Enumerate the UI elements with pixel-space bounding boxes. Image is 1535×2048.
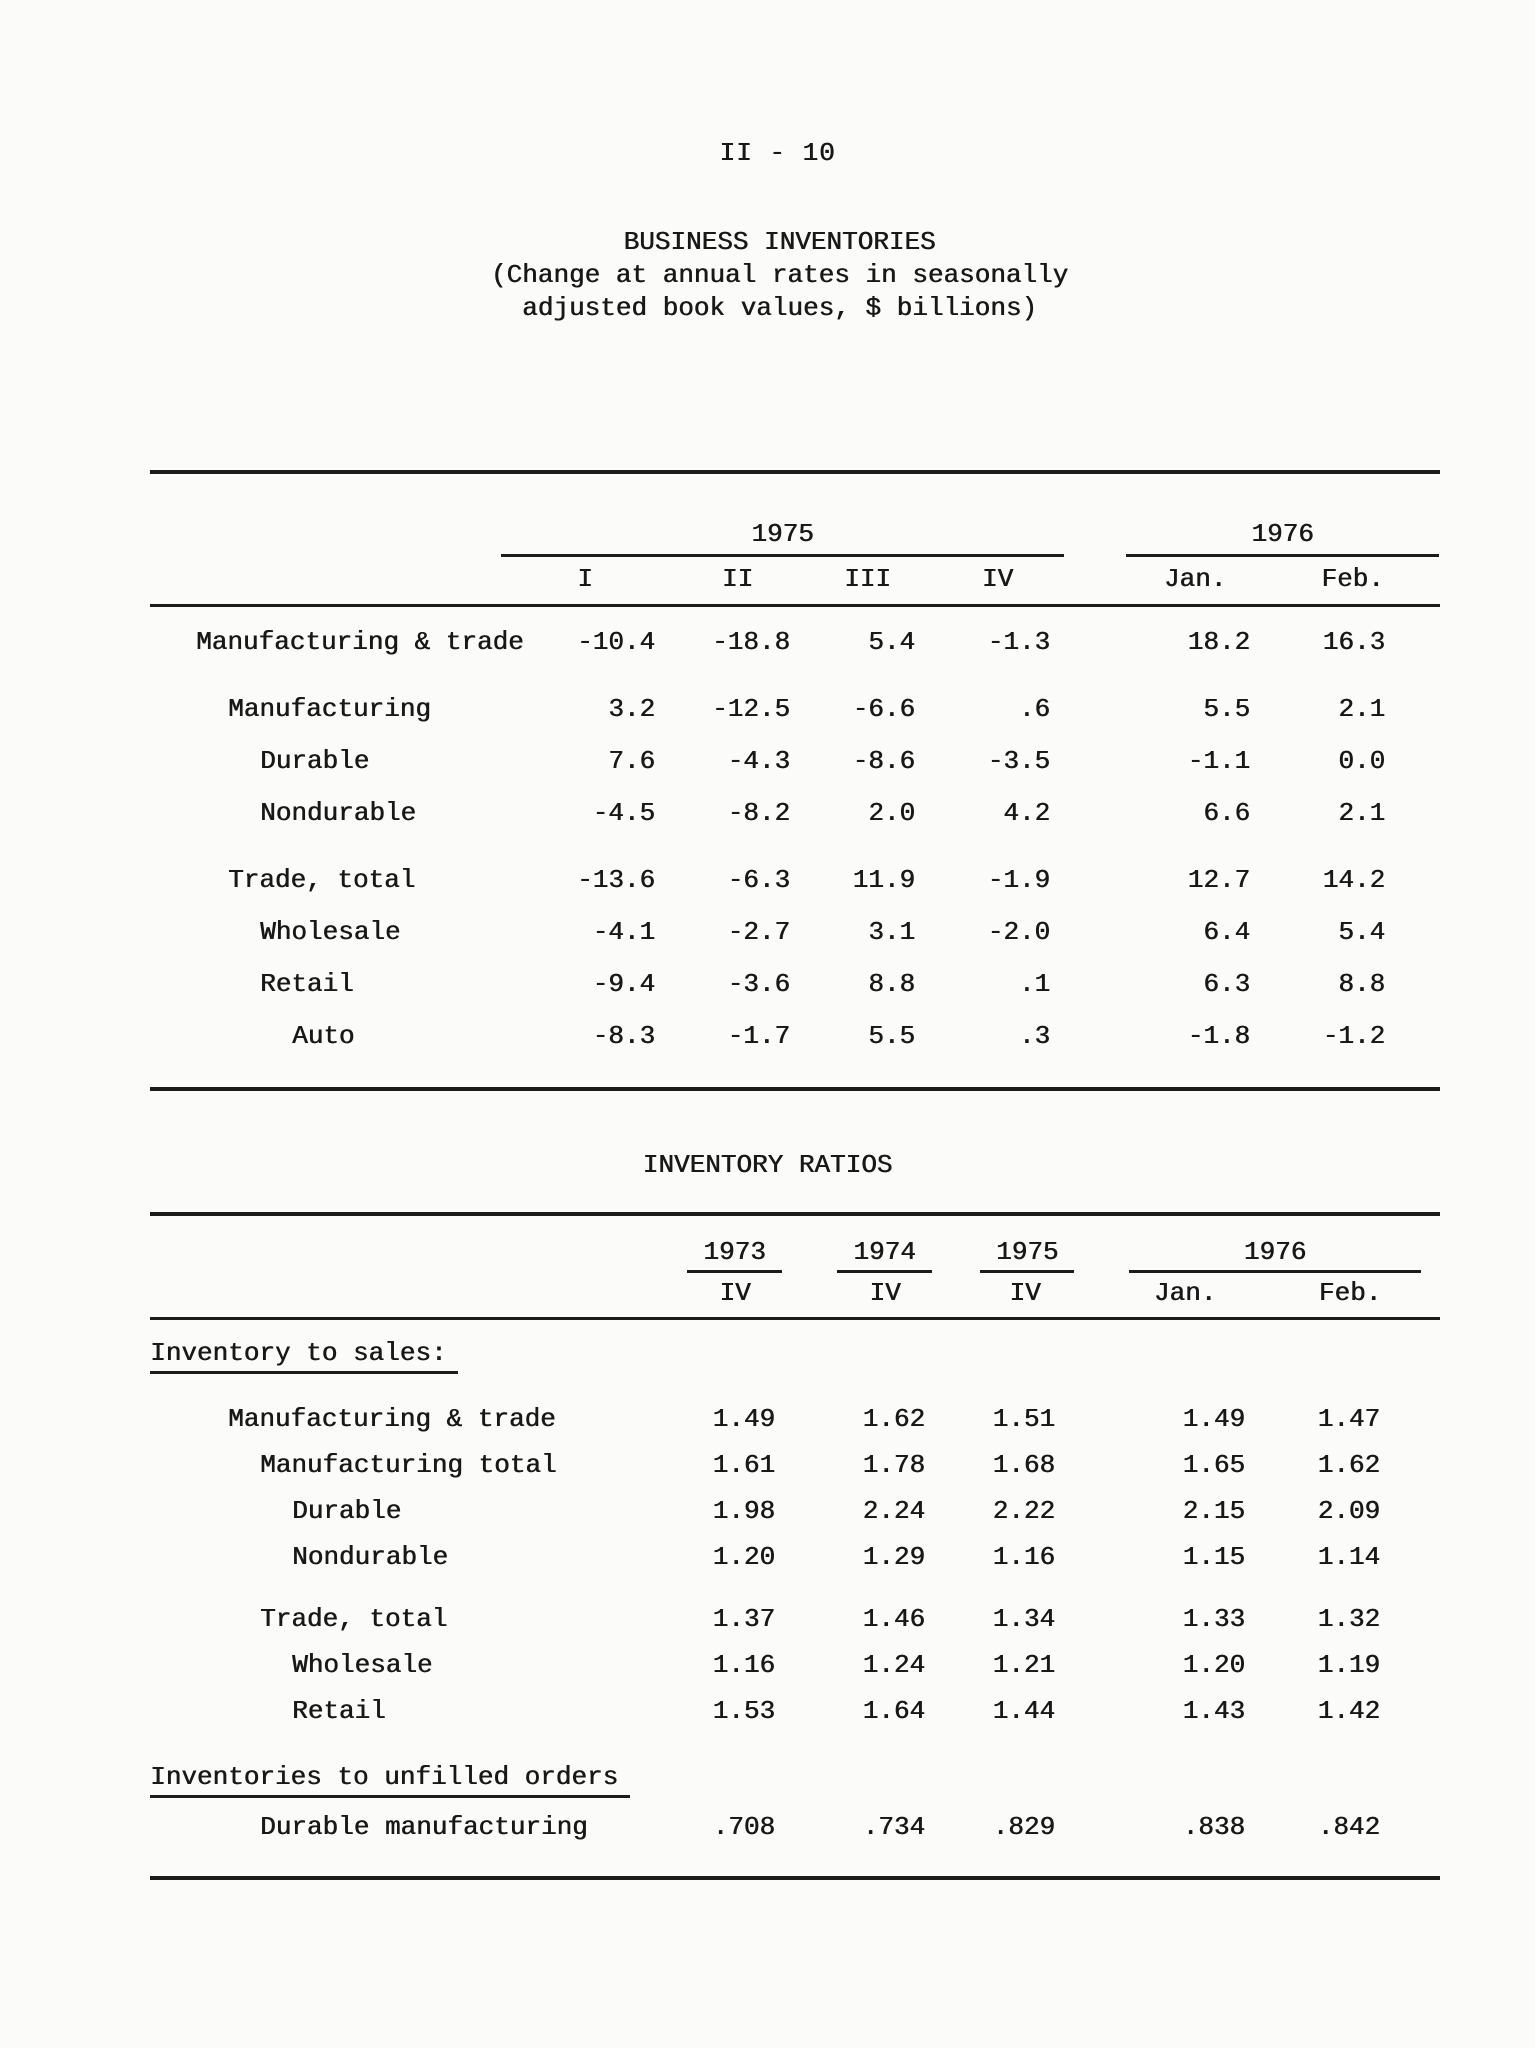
section-heading-inventory-to-sales (150, 1319, 1440, 1381)
row-retail (150, 958, 1440, 1010)
blank-cell (1070, 1642, 1110, 1688)
value-cell: 6.4 (1203, 917, 1251, 947)
value-cell: .829 (992, 1812, 1055, 1842)
row-wholesale-ratio (150, 1642, 1440, 1688)
value-cell: 1.62 (1317, 1450, 1381, 1480)
value-cell: 2.1 (1338, 694, 1386, 724)
col-header-feb: Feb. (1260, 1274, 1440, 1319)
year-1973-label: 1973 (687, 1237, 781, 1273)
blank-cell (1065, 906, 1125, 958)
value-cell: 2.0 (868, 798, 915, 828)
row-retail-ratio (150, 1688, 1440, 1734)
table2-year-row (150, 1214, 1440, 1274)
blank-cell (1065, 839, 1125, 906)
col-header-q1: I (500, 558, 670, 606)
value-cell: 8.8 (1338, 969, 1386, 999)
value-cell: 1.42 (1317, 1696, 1381, 1726)
value-cell: 2.09 (1317, 1496, 1381, 1526)
year-1976-label: 1976 (1129, 1237, 1421, 1273)
value-cell: 1.34 (992, 1604, 1055, 1634)
row-label: Wholesale (292, 1650, 433, 1680)
value-cell: -2.0 (987, 917, 1051, 947)
value-cell: 1.20 (1182, 1650, 1245, 1680)
row-label: Auto (292, 1021, 355, 1051)
row-auto (150, 1010, 1440, 1089)
row-nondurable (150, 787, 1440, 839)
value-cell: -1.2 (1322, 1021, 1386, 1051)
value-cell: 1.49 (1182, 1404, 1245, 1434)
value-cell: 1.21 (992, 1650, 1055, 1680)
row-label: Retail (260, 969, 354, 999)
value-cell: .734 (862, 1812, 925, 1842)
value-cell: 1.20 (712, 1542, 775, 1572)
blank-cell (1065, 735, 1125, 787)
table1-subtitle-line2: adjusted book values, $ billions) (522, 293, 1037, 323)
blank-cell (1070, 1442, 1110, 1488)
value-cell: .708 (712, 1812, 775, 1842)
value-cell: 7.6 (608, 746, 655, 776)
year-1975 (940, 1214, 1070, 1274)
row-label: Manufacturing total (260, 1450, 557, 1480)
value-cell: .3 (1018, 1021, 1051, 1051)
row-durable (150, 735, 1440, 787)
value-cell: -1.9 (987, 865, 1051, 895)
table1-subtitle-line1: (Change at annual rates in seasonally (490, 260, 1069, 290)
year-group-1976 (1125, 472, 1440, 558)
value-cell: -1.1 (1187, 746, 1251, 776)
col-header-jan: Jan. (1110, 1274, 1260, 1319)
value-cell: -1.7 (727, 1021, 790, 1051)
value-cell: -1.8 (1187, 1021, 1251, 1051)
row-label: Trade, total (260, 1604, 448, 1634)
blank-cell (150, 472, 500, 558)
value-cell: 1.44 (992, 1696, 1055, 1726)
value-cell: 1.49 (712, 1404, 775, 1434)
col-header-jan: Jan. (1125, 558, 1265, 606)
value-cell: 8.8 (868, 969, 915, 999)
value-cell: -1.3 (987, 627, 1051, 657)
value-cell: 2.24 (862, 1496, 925, 1526)
row-label: Durable (292, 1496, 402, 1526)
row-label: Manufacturing & trade (196, 627, 524, 657)
value-cell: 1.29 (862, 1542, 925, 1572)
value-cell: 6.3 (1203, 969, 1251, 999)
value-cell: .6 (1018, 694, 1051, 724)
blank-cell (1070, 1580, 1110, 1642)
value-cell: 1.47 (1317, 1404, 1381, 1434)
value-cell: 12.7 (1187, 865, 1251, 895)
value-cell: 5.5 (1203, 694, 1251, 724)
year-group-1975 (500, 472, 1065, 558)
blank-cell (150, 1214, 640, 1274)
table1-title: BUSINESS INVENTORIES (623, 227, 936, 257)
value-cell: -6.3 (727, 865, 790, 895)
col-header-q3: III (805, 558, 930, 606)
value-cell: -8.2 (727, 798, 790, 828)
value-cell: -3.5 (987, 746, 1051, 776)
value-cell: 4.2 (1003, 798, 1051, 828)
row-manufacturing-and-trade (150, 606, 1440, 669)
value-cell: 5.4 (1338, 917, 1386, 947)
blank-cell (1070, 1274, 1110, 1319)
row-label: Nondurable (292, 1542, 449, 1572)
blank-cell (150, 1274, 640, 1319)
section1-heading: Inventory to sales: (150, 1338, 458, 1374)
value-cell: 2.15 (1182, 1496, 1245, 1526)
section2-heading: Inventories to unfilled orders (150, 1762, 630, 1798)
value-cell: 1.78 (862, 1450, 925, 1480)
blank-cell (1070, 1214, 1110, 1274)
value-cell: 5.5 (868, 1021, 915, 1051)
value-cell: 1.14 (1317, 1542, 1381, 1572)
value-cell: 3.1 (868, 917, 915, 947)
blank-cell (1070, 1688, 1110, 1734)
value-cell: 1.16 (712, 1650, 775, 1680)
value-cell: -3.6 (727, 969, 790, 999)
value-cell: .842 (1317, 1812, 1381, 1842)
value-cell: 2.22 (992, 1496, 1055, 1526)
row-manufacturing-and-trade-ratio (150, 1380, 1440, 1442)
value-cell: .1 (1018, 969, 1051, 999)
col-header-1973-q4: IV (640, 1274, 790, 1319)
value-cell: 6.6 (1203, 798, 1251, 828)
value-cell: -8.3 (592, 1021, 655, 1051)
value-cell: 3.2 (608, 694, 655, 724)
value-cell: -6.6 (852, 694, 915, 724)
blank-cell (1065, 472, 1125, 558)
row-label: Durable manufacturing (260, 1812, 588, 1842)
year-1975-label: 1975 (980, 1237, 1074, 1273)
year-1975-label: 1975 (501, 519, 1064, 557)
row-label: Retail (292, 1696, 386, 1726)
blank-cell (1065, 606, 1125, 669)
row-label: Manufacturing (228, 694, 431, 724)
value-cell: -4.3 (727, 746, 790, 776)
row-label: Trade, total (228, 865, 416, 895)
value-cell: 18.2 (1187, 627, 1251, 657)
col-header-1975-q4: IV (940, 1274, 1070, 1319)
col-header-feb: Feb. (1265, 558, 1440, 606)
row-trade-total (150, 839, 1440, 906)
value-cell: 1.15 (1182, 1542, 1245, 1572)
value-cell: -13.6 (576, 865, 655, 895)
value-cell: -4.5 (592, 798, 655, 828)
blank-cell (1070, 1488, 1110, 1534)
value-cell: 1.32 (1317, 1604, 1381, 1634)
section-heading-inventories-to-unfilled-orders (150, 1734, 1440, 1804)
year-1976-label: 1976 (1126, 519, 1439, 557)
table1-year-group-row (150, 472, 1440, 558)
page-number: II - 10 (719, 138, 836, 168)
value-cell: -10.4 (576, 627, 655, 657)
blank-cell (1065, 958, 1125, 1010)
col-header-1974-q4: IV (790, 1274, 940, 1319)
year-group-1976 (1110, 1214, 1440, 1274)
table2-title: INVENTORY RATIOS (642, 1150, 893, 1180)
value-cell: 1.33 (1182, 1604, 1245, 1634)
row-trade-total-ratio (150, 1580, 1440, 1642)
value-cell: 14.2 (1322, 865, 1386, 895)
table2-column-header-row (150, 1274, 1440, 1319)
value-cell: 11.9 (852, 865, 915, 895)
year-1974 (790, 1214, 940, 1274)
row-label: Wholesale (260, 917, 401, 947)
value-cell: 1.65 (1182, 1450, 1245, 1480)
row-manufacturing (150, 668, 1440, 735)
table1-title-block (0, 226, 1535, 325)
value-cell: 1.16 (992, 1542, 1055, 1572)
year-1974-label: 1974 (837, 1237, 931, 1273)
blank-cell (1065, 787, 1125, 839)
value-cell: 1.37 (712, 1604, 775, 1634)
value-cell: 1.51 (992, 1404, 1055, 1434)
blank-cell (1070, 1380, 1110, 1442)
row-manufacturing-total-ratio (150, 1442, 1440, 1488)
blank-cell (1065, 558, 1125, 606)
row-nondurable-ratio (150, 1534, 1440, 1580)
inventory-ratios-table (150, 1212, 1440, 1880)
value-cell: -8.6 (852, 746, 915, 776)
value-cell: -18.8 (711, 627, 790, 657)
value-cell: -4.1 (592, 917, 655, 947)
value-cell: -2.7 (727, 917, 790, 947)
value-cell: 0.0 (1338, 746, 1386, 776)
row-wholesale (150, 906, 1440, 958)
value-cell: 1.62 (862, 1404, 925, 1434)
value-cell: 1.43 (1182, 1696, 1245, 1726)
value-cell: .838 (1182, 1812, 1245, 1842)
value-cell: -12.5 (711, 694, 790, 724)
row-label: Nondurable (260, 798, 417, 828)
blank-cell (1070, 1534, 1110, 1580)
value-cell: 16.3 (1322, 627, 1386, 657)
value-cell: 1.68 (992, 1450, 1055, 1480)
row-label: Manufacturing & trade (228, 1404, 556, 1434)
value-cell: 2.1 (1338, 798, 1386, 828)
value-cell: 1.53 (712, 1696, 775, 1726)
value-cell: 1.64 (862, 1696, 925, 1726)
year-1973 (640, 1214, 790, 1274)
row-durable-manufacturing-ratio (150, 1804, 1440, 1878)
blank-cell (1065, 1010, 1125, 1089)
blank-cell (1065, 668, 1125, 735)
value-cell: 1.46 (862, 1604, 925, 1634)
col-header-q2: II (670, 558, 805, 606)
row-durable-ratio (150, 1488, 1440, 1534)
value-cell: 1.98 (712, 1496, 775, 1526)
col-header-q4: IV (930, 558, 1065, 606)
blank-cell (1070, 1804, 1110, 1878)
value-cell: 5.4 (868, 627, 915, 657)
row-label: Durable (260, 746, 370, 776)
table1-column-header-row (150, 558, 1440, 606)
value-cell: 1.19 (1317, 1650, 1381, 1680)
value-cell: 1.24 (862, 1650, 925, 1680)
business-inventories-table (150, 470, 1440, 1091)
value-cell: -9.4 (592, 969, 655, 999)
blank-cell (150, 558, 500, 606)
value-cell: 1.61 (712, 1450, 775, 1480)
